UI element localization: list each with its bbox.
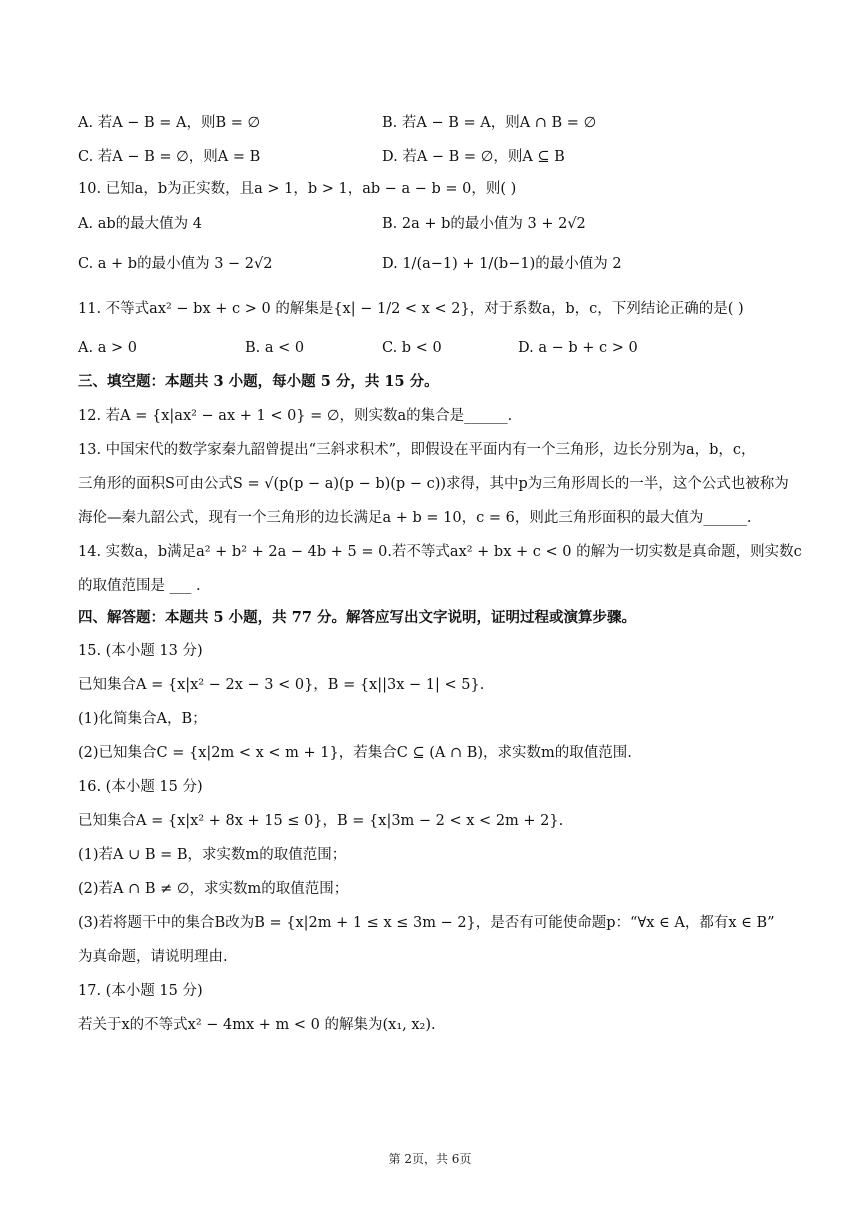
q11-option-a: A. a > 0	[78, 340, 137, 356]
q9-option-b: B. 若A − B = A，则A ∩ B = ∅	[382, 115, 597, 131]
q15-part-2: (2)已知集合C = {x|2m < x < m + 1}，若集合C ⊆ (A ∩ B)，求实数m的取值范围.	[78, 745, 632, 761]
q9-option-d: D. 若A − B = ∅，则A ⊆ B	[382, 149, 565, 165]
q13-line-2: 三角形的面积S可由公式S = √(p(p − a)(p − b)(p − c))求得，其中p为三角形周长的一半，这个公式也被称为	[78, 476, 789, 492]
section-fill-in-heading: 三、填空题：本题共 3 小题，每小题 5 分，共 15 分。	[78, 373, 439, 390]
q11-option-b: B. a < 0	[245, 340, 305, 356]
q14-line-2: 的取值范围是 ___ .	[78, 578, 201, 594]
q14-line-1: 14. 实数a，b满足a² + b² + 2a − 4b + 5 = 0.若不等式ax² + bx + c < 0 的解为一切实数是真命题，则实数c	[78, 544, 802, 560]
q16-part-3-line-2: 为真命题，请说明理由.	[78, 949, 228, 965]
q10-option-b: B. 2a + b的最小值为 3 + 2√2	[382, 216, 586, 232]
q9-option-c: C. 若A − B = ∅，则A = B	[78, 149, 261, 165]
q9-option-a: A. 若A − B = A，则B = ∅	[78, 115, 261, 131]
q15-head: 15. (本小题 13 分)	[78, 643, 203, 659]
q10-option-d: D. 1/(a−1) + 1/(b−1)的最小值为 2	[382, 256, 622, 272]
q16-part-1: (1)若A ∪ B = B，求实数m的取值范围；	[78, 847, 347, 863]
q16-part-3-line-1: (3)若将题干中的集合B改为B = {x|2m + 1 ≤ x ≤ 3m − 2}，是否有可能使命题p：“∀x ∈ A，都有x ∈ B”	[78, 915, 775, 931]
q12: 12. 若A = {x|ax² − ax + 1 < 0} = ∅，则实数a的集合是______.	[78, 408, 513, 424]
q17-head: 17. (本小题 15 分)	[78, 983, 203, 999]
q13-line-1: 13. 中国宋代的数学家秦九韶曾提出“三斜求积术”，即假设在平面内有一个三角形，边长分别为a，b，c，	[78, 442, 756, 458]
q10-option-a: A. ab的最大值为 4	[78, 216, 202, 232]
q10-option-c: C. a + b的最小值为 3 − 2√2	[78, 256, 273, 272]
q11-stem: 11. 不等式ax² − bx + c > 0 的解集是{x| − 1/2 < x < 2}，对于系数a，b，c，下列结论正确的是( )	[78, 301, 744, 317]
q15-given: 已知集合A = {x|x² − 2x − 3 < 0}，B = {x||3x − 1| < 5}.	[78, 677, 485, 693]
q17-given: 若关于x的不等式x² − 4mx + m < 0 的解集为(x₁, x₂).	[78, 1017, 436, 1033]
q13-line-3: 海伦—秦九韶公式，现有一个三角形的边长满足a + b = 10，c = 6，则此三角形面积的最大值为______.	[78, 510, 752, 526]
page-footer: 第 2页，共 6页	[388, 1152, 472, 1166]
q16-given: 已知集合A = {x|x² + 8x + 15 ≤ 0}，B = {x|3m − 2 < x < 2m + 2}.	[78, 813, 564, 829]
section-answer-heading: 四、解答题：本题共 5 小题，共 77 分。解答应写出文字说明，证明过程或演算步骤。	[78, 609, 636, 626]
q11-option-d: D. a − b + c > 0	[518, 340, 638, 356]
q15-part-1: (1)化简集合A，B；	[78, 711, 207, 727]
q16-part-2: (2)若A ∩ B ≠ ∅，求实数m的取值范围；	[78, 881, 349, 897]
q11-option-c: C. b < 0	[382, 340, 442, 356]
q10-stem: 10. 已知a，b为正实数，且a > 1，b > 1，ab − a − b = 0，则( )	[78, 181, 517, 197]
q16-head: 16. (本小题 15 分)	[78, 779, 203, 795]
